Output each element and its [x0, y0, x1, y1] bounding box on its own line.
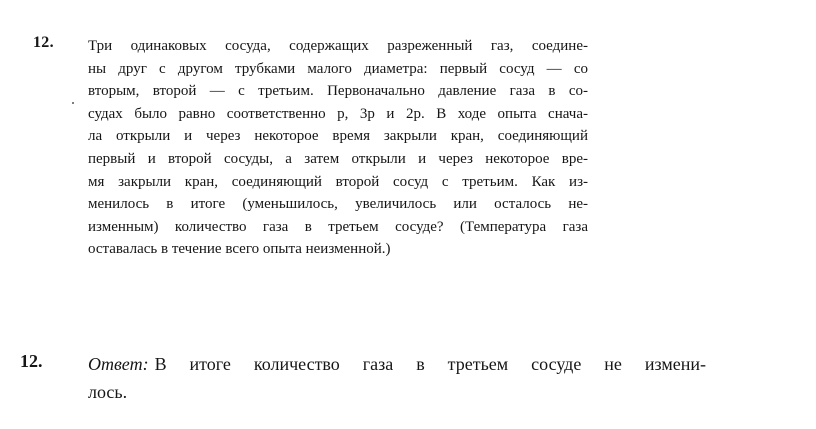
- problem-line-10: оставалась в течение всего опыта неизменной.): [88, 241, 391, 258]
- answer-line-1-text: В итоге количество газа в третьем сосуде не измени-: [154, 354, 706, 374]
- answer-number: 12.: [20, 351, 43, 371]
- scan-speck: [72, 102, 74, 104]
- answer-label: Ответ:: [88, 354, 149, 374]
- problem-line-8: менилось в итоге (уменьшилось, увеличилось или осталось не-: [88, 196, 588, 213]
- problem-line-1: Три одинаковых сосуда, содержащих разреженный газ, соедине-: [88, 38, 588, 54]
- problem-number: 12.: [33, 34, 54, 51]
- problem-line-3: вторым, второй — с третьим. Первоначально давление газа в со-: [88, 83, 588, 100]
- answer-text: [88, 350, 706, 406]
- problem-line-6: первый и второй сосуды, а затем открыли и через некоторое вре-: [88, 150, 588, 167]
- answer-line-1: [88, 350, 706, 378]
- problem-line-9: изменным) количество газа в третьем сосуде? (Температура газа: [88, 218, 588, 235]
- answer-line-2: лось.: [88, 382, 128, 402]
- problem-line-7: мя закрыли кран, соединяющий второй сосуд с третьим. Как из-: [88, 173, 588, 190]
- problem-line-2: ны друг с другом трубками малого диаметра: первый сосуд — со: [88, 60, 588, 77]
- problem-line-4: судах было равно соответственно p, 3p и 2p. В ходе опыта снача-: [88, 105, 588, 122]
- problem-text: [88, 35, 588, 261]
- problem-line-5: ла открыли и через некоторое время закрыли кран, соединяющий: [88, 128, 588, 145]
